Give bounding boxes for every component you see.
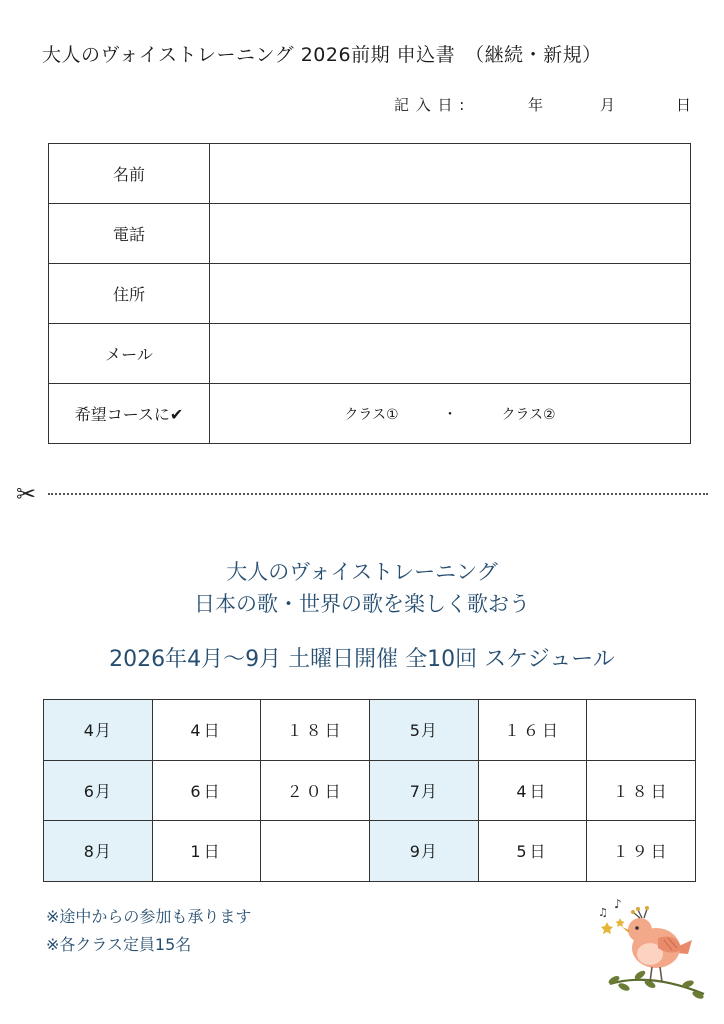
schedule-day-cell: １９日 xyxy=(587,821,696,882)
course-choice-cell xyxy=(210,384,691,444)
form-row-email xyxy=(49,324,691,384)
course-separator: ・ xyxy=(443,406,457,423)
schedule-day-cell: １８日 xyxy=(587,760,696,821)
cut-line xyxy=(16,481,708,507)
note-class-capacity: ※各クラス定員15名 xyxy=(46,935,192,954)
form-row-phone xyxy=(49,204,691,264)
schedule-day-cell: 4日 xyxy=(152,700,261,761)
schedule-day-cell xyxy=(587,700,696,761)
schedule-heading-title: 大人のヴォイストレーニング xyxy=(226,560,498,584)
name-label: 名前 xyxy=(49,144,210,204)
year-label: 年 xyxy=(528,96,545,114)
scissors-icon: ✂ xyxy=(16,480,37,508)
schedule-month-cell: 8月 xyxy=(44,821,153,882)
email-label: メール xyxy=(49,324,210,384)
schedule-table xyxy=(43,699,696,882)
schedule-day-cell: 4日 xyxy=(478,760,587,821)
course-label: 希望コースに✔ xyxy=(49,384,210,444)
schedule-month-cell: 4月 xyxy=(44,700,153,761)
schedule-day-cell: ２０日 xyxy=(261,760,370,821)
schedule-heading-dates: 2026年4月～9月 土曜日開催 全10回 スケジュール xyxy=(109,647,615,672)
schedule-heading-subtitle: 日本の歌・世界の歌を楽しく歌おう xyxy=(194,592,530,616)
form-title: 大人のヴォイストレーニング 2026前期 申込書 （継続・新規） xyxy=(42,44,602,66)
dotted-cut-guide xyxy=(48,493,708,495)
phone-label: 電話 xyxy=(49,204,210,264)
schedule-row xyxy=(44,821,696,882)
course-option-class-1[interactable]: クラス① xyxy=(344,406,399,423)
svg-text:♫: ♫ xyxy=(598,906,608,919)
schedule-day-cell: 6日 xyxy=(152,760,261,821)
application-form-table xyxy=(48,143,691,444)
email-field[interactable] xyxy=(210,324,691,384)
singing-bird-icon xyxy=(592,896,708,1004)
date-label: 記 入 日 : xyxy=(394,96,466,114)
schedule-row xyxy=(44,700,696,761)
schedule-month-cell: 9月 xyxy=(369,821,478,882)
schedule-row xyxy=(44,760,696,821)
svg-text:♪: ♪ xyxy=(614,897,622,911)
name-field[interactable] xyxy=(210,144,691,204)
course-option-class-2[interactable]: クラス② xyxy=(501,406,556,423)
form-row-course xyxy=(49,384,691,444)
address-label: 住所 xyxy=(49,264,210,324)
month-label: 月 xyxy=(600,96,617,114)
schedule-month-cell: 5月 xyxy=(369,700,478,761)
schedule-month-cell: 6月 xyxy=(44,760,153,821)
phone-field[interactable] xyxy=(210,204,691,264)
form-row-name xyxy=(49,144,691,204)
schedule-day-cell: １８日 xyxy=(261,700,370,761)
schedule-day-cell: 5日 xyxy=(478,821,587,882)
schedule-day-cell: １６日 xyxy=(478,700,587,761)
day-label: 日 xyxy=(676,96,693,114)
address-field[interactable] xyxy=(210,264,691,324)
schedule-day-cell xyxy=(261,821,370,882)
schedule-day-cell: 1日 xyxy=(152,821,261,882)
note-midway-join: ※途中からの参加も承ります xyxy=(46,907,252,926)
schedule-month-cell: 7月 xyxy=(369,760,478,821)
form-row-address xyxy=(49,264,691,324)
